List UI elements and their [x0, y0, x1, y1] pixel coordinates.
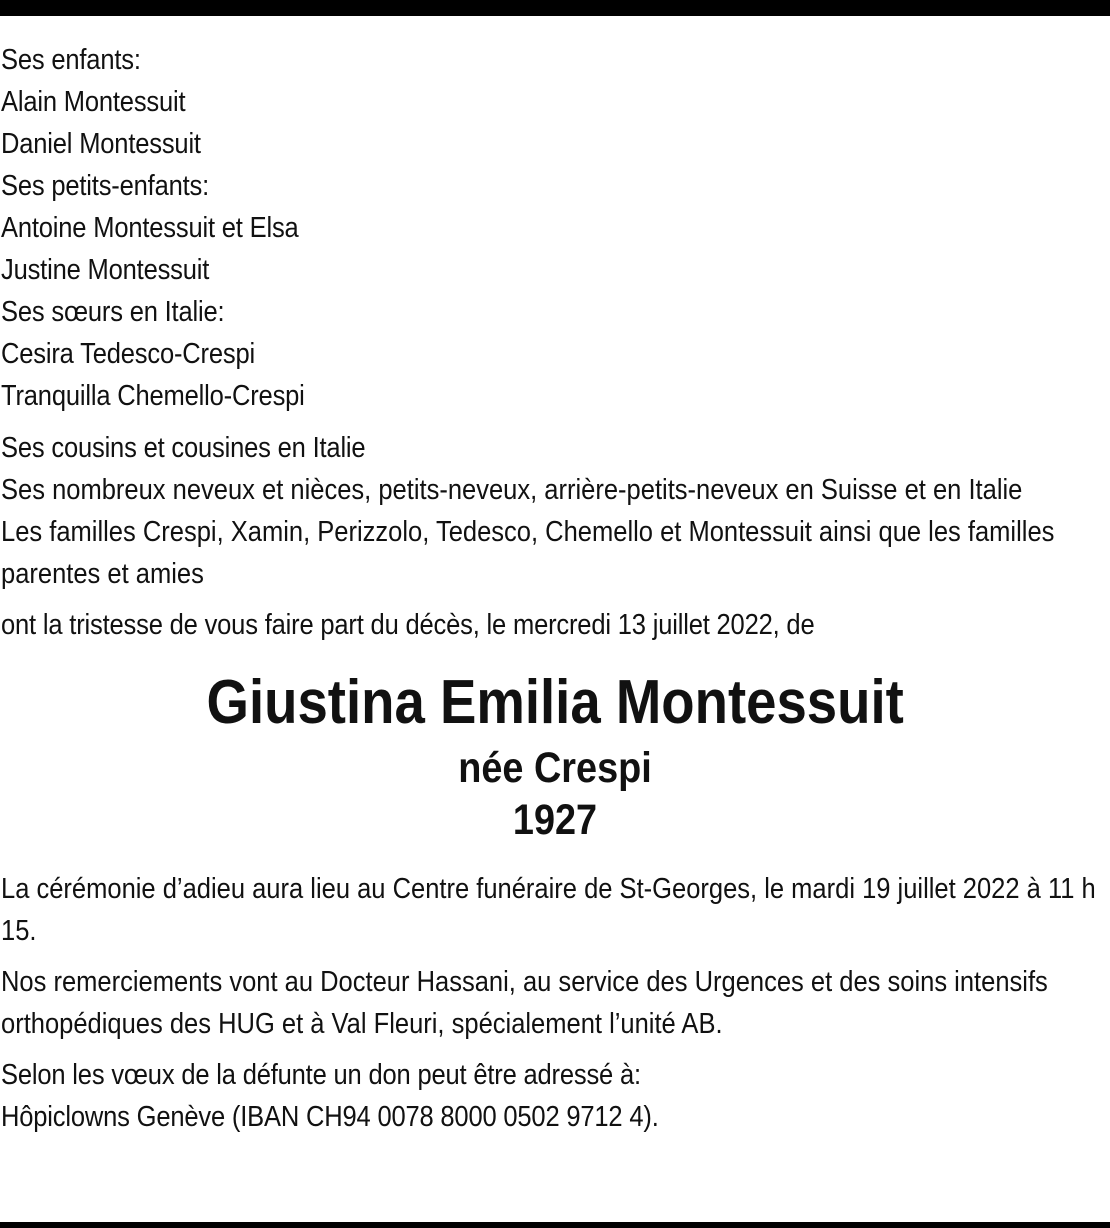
- child-name: Daniel Montessuit: [1, 128, 201, 160]
- maiden-name: née Crespi: [458, 744, 652, 792]
- sisters-heading: Ses sœurs en Italie:: [1, 296, 225, 328]
- thanks-paragraph: Nos remerciements vont au Docteur Hassani, au service des Urgences et des soins intensifs orthopédiques des HUG et à Val Fleuri, spécialement l’unité AB.: [1, 966, 1048, 1040]
- top-rule: [0, 0, 1110, 16]
- donation-line-2: Hôpiclowns Genève (IBAN CH94 0078 8000 0502 9712 4).: [1, 1101, 659, 1133]
- child-name: Alain Montessuit: [1, 86, 186, 118]
- bottom-rule: [0, 1222, 1110, 1228]
- cousins-line: Ses cousins et cousines en Italie: [1, 432, 366, 464]
- obituary-notice: [1, 39, 1109, 1138]
- nephews-paragraph: Ses nombreux neveux et nièces, petits-neveux, arrière-petits-neveux en Suisse et en Italie: [1, 474, 1023, 506]
- families-paragraph: Les familles Crespi, Xamin, Perizzolo, Tedesco, Chemello et Montessuit ainsi que les familles parentes et amies: [1, 516, 1055, 590]
- ceremony-paragraph: La cérémonie d’adieu aura lieu au Centre funéraire de St-Georges, le mardi 19 juillet 2022 à 11 h 15.: [1, 873, 1096, 947]
- children-heading: Ses enfants:: [1, 44, 141, 76]
- deceased-name: Giustina Emilia Montessuit: [206, 668, 904, 737]
- announcement-line: ont la tristesse de vous faire part du décès, le mercredi 13 juillet 2022, de: [1, 609, 815, 641]
- donation-line-1: Selon les vœux de la défunte un don peut être adressé à:: [1, 1059, 641, 1091]
- grandchild-name: Justine Montessuit: [1, 254, 210, 286]
- grandchildren-heading: Ses petits-enfants:: [1, 170, 210, 202]
- sister-name: Tranquilla Chemello-Crespi: [1, 380, 305, 412]
- sister-name: Cesira Tedesco-Crespi: [1, 338, 255, 370]
- grandchild-name: Antoine Montessuit et Elsa: [1, 212, 299, 244]
- birth-year: 1927: [512, 796, 598, 844]
- deceased-block: [1, 664, 1109, 846]
